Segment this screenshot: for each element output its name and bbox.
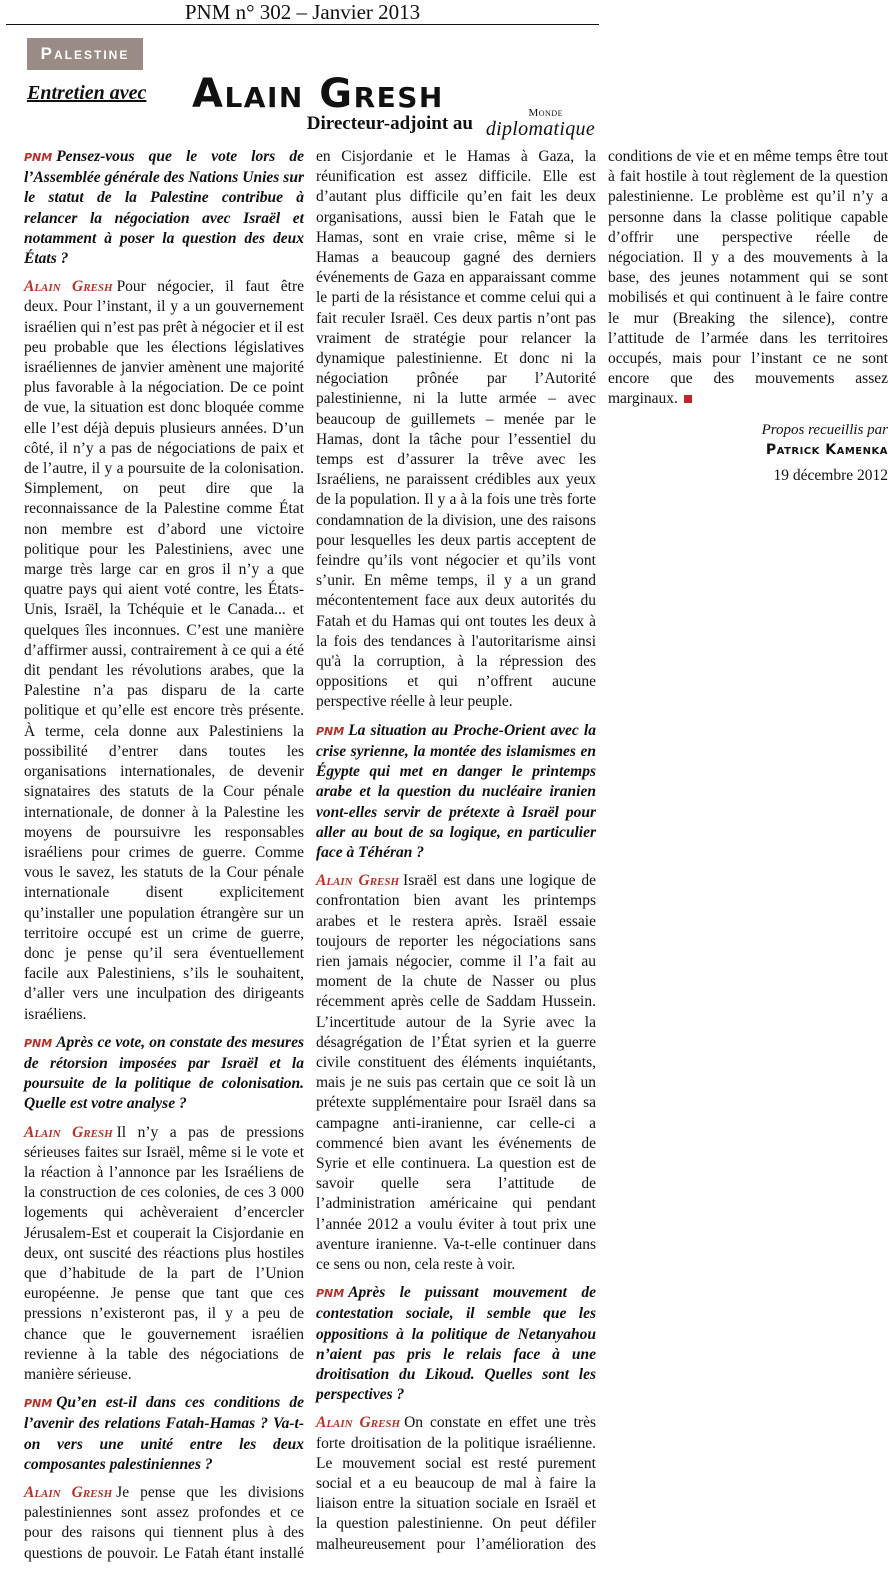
interviewee-role	[307, 107, 595, 141]
answer-marker: Alain Gresh	[24, 1123, 113, 1141]
question-marker: PNM	[24, 1397, 53, 1411]
answer-marker: Alain Gresh	[24, 1484, 113, 1501]
answer-text: Pour négocier, il faut être deux. Pour l’instant, il y a un gouvernement israélien qui n’est pas prêt à négocier et il est peu probable que les élections législatives israéliennes de janvier amènent une majorité plus favorable à la négociation. De ce point de vue, la situation est donc bloquée comme elle l’est déjà depuis plusieurs années. D’un côté, il n’y a pas de négociations de paix et de l’autre, il y a poursuite de la colonisation. Simplement, on peut dire que la reconnaissance de la Palestine comme État non membre est d’abord une victoire politique pour les Palestiniens, avec une marge très large car en gros il n’y a que quatre pays qui aient voté contre, les États-Unis, Israël, la Tchéquie et le Canada... et quelques îles inconnues. C’est une manière d’affirmer aussi, contrairement à ce qui a été dit pendant les révolutions arabes, que la Palestine n’a pas disparu de la carte politique et qu’elle est encore très présente. À terme, cela donne aux Palestiniens la possibilité d’entrer dans toutes les organisations internationales, de devenir signataires des statuts de la Cour pénale internationale, de donner à la Palestine les moyens de poursuivre les responsables israéliens pour crimes de guerre. Comme vous le savez, les statuts de la Cour pénale internationale disent explicitement qu’installer une population étrangère sur un territoire occupé est un crime de guerre, donc je pense qu’il sera éventuellement facile aux Palestiniens, s’ils le souhaitent, d’aller vers une inculpation des dirigeants israéliens.	[24, 278, 304, 1023]
credit	[608, 420, 888, 487]
credit-date: 19 décembre 2012	[773, 467, 888, 485]
role-label: Directeur-adjoint au	[306, 113, 473, 134]
answer-text: Il n’y a pas de pressions sérieuses faites sur Israël, même si le vote et la réaction à l’annonce par les Israéliens de la construction de ces colonies, de ces 3 000 logements qui achèveraient d’encercler Jérusalem-Est et couperait la Cisjordanie en deux, ont suscité des réactions plus hostiles que d’habitude de la part de l’Union européenne. Je pense que tant que ces pressions n’existeront pas, il y a peu de chance que le gouvernement israélien revienne à la table des négociations de manière sérieuse.	[24, 1123, 304, 1383]
interview-block	[316, 871, 596, 1275]
interview-block	[316, 721, 596, 863]
end-mark-icon	[684, 395, 692, 403]
interview-block	[24, 147, 304, 269]
question-marker: PNM	[24, 151, 53, 164]
interview-block	[24, 1393, 304, 1475]
question-marker: PNM	[316, 1287, 345, 1301]
interview-block	[24, 1123, 304, 1386]
interview-block	[24, 277, 304, 1025]
publication-logo-bottom: diplomatique	[485, 118, 595, 140]
interview-block	[316, 1283, 596, 1405]
interview-block	[24, 1033, 304, 1115]
answer-marker: Alain Gresh	[316, 872, 400, 890]
question-text: La situation au Proche-Orient avec la crise syrienne, la montée des islamismes en Égypte qui met en danger le printemps arabe et la question du nucléaire iranien vont-elles servir de prétexte à Israël pour aller au bout de sa logique, en particulier face à Téhéran ?	[316, 721, 596, 861]
article-body	[24, 147, 888, 1565]
question-text: Après ce vote, on constate des mesures de rétorsion imposées par Israël et la poursuite de la politique de colonisation. Quelle est votre analyse ?	[24, 1033, 304, 1113]
answer-marker: Alain Gresh	[316, 1414, 401, 1432]
credit-name: Patrick Kamenka	[765, 441, 888, 458]
question-text: Pensez-vous que le vote lors de l’Assemblée générale des Nations Unies sur le statut de la Palestine contribue à relancer la négociation avec Israël et notamment à poser la question des deux États ?	[24, 148, 304, 268]
title-lead: Entretien avec	[27, 82, 147, 104]
answer-marker: Alain Gresh	[24, 278, 113, 296]
answer-text: Israël est dans une logique de confrontation bien avant les printemps arabes et le restera après. Israël essaie toujours de reporter les négociations sans rien jamais négocier, comme il l’a fait au moment de la chute de Nasser ou plus récemment après celle de Saddam Hussein. L’incertitude autour de la Syrie avec la désagrégation de l’État syrien et la guerre civile constituent des éléments inquiétants, mais je ne suis pas certain que ce soit là un prétexte supplémentaire pour Israël dans sa campagne anti-iranienne, car celle-ci a commencé bien avant les événements de Syrie et elle continuera. La question est de savoir quelle sera l’attitude de l’administration américaine qui pendant l’année 2012 a voulu éviter à tout prix une aventure iranienne. Va-t-elle continuer dans ce sens ou non, cela reste à voir.	[316, 872, 596, 1273]
credit-by: Propos recueillis par	[761, 421, 888, 438]
publication-logo-top: Monde	[528, 107, 563, 119]
publication-logo	[477, 107, 595, 141]
question-marker: PNM	[24, 1036, 53, 1050]
question-marker: PNM	[316, 724, 345, 738]
interviewee-name: Alain Gresh	[192, 71, 444, 117]
answer-text: On constate en effet une très forte droitisation de la politique israélienne. Le mouvement social est resté purement social et a eu beaucoup de mal à faire la liaison entre la situation sociale en Israël et la question palestinienne. On peut défiler malheureusement pour l’amélioration des conditions de vie et en même temps être tout à fait hostile à tout règlement de la question palestinienne. Le problème est qu’il n’y a personne dans la classe politique capable d’offrir une perspective réelle de négociation. Il y a des mouvements à la base, des jeunes notamment qui se sont mobilisés et qui continuent à le faire contre le mur (Breaking the silence), contre l’attitude de l’armée dans les territoires occupés, mais pour l’instant ce ne sont encore que des mouvements assez marginaux.	[316, 148, 888, 1553]
question-text: Qu’en est-il dans ces conditions de l’avenir des relations Fatah-Hamas ? Va-t-on vers une unité entre les deux composantes palestiniennes ?	[24, 1394, 304, 1473]
question-text: Après le puissant mouvement de contestation sociale, il semble que les oppositions à la politique de Netanyahou n’aient pas pris le relais face à une droitisation du Likoud. Quelles sont les perspectives ?	[316, 1284, 596, 1404]
answer-text: Je pense que les divisions palestiniennes sont assez profondes et ce pour des raisons qui tiennent plus à des questions de pouvoir. Le Fatah étant installé en Cisjordanie et le Hamas à Gaza, la réunification est assez difficile. Elle est d’autant plus difficile qu’en fait les deux organisations, aussi bien le Fatah que le Hamas, sont en vraie crise, même si le Hamas a beaucoup gagné des derniers événements de Gaza en apparaissant comme le parti de la résistance et comme celui qui a fait reculer Israël. Ces deux partis n’ont pas vraiment de stratégie pour relancer la dynamique palestinienne. Et donc ni la négociation prônée par l’Autorité palestinienne, ni la lutte armée – avec beaucoup de guillemets – menée par le Hamas, dont la tâche pour l’essentiel du temps est d’assurer la trêve avec les Israéliens, ne paraissent crédibles aux yeux de la population. Il y a à la fois une très forte condamnation de la division, une des raisons pour lesquelles les deux partis acceptent de feindre qu’ils vont négocier et qu’ils vont s’unir. En même temps, il y a un grand mécontentement face aux deux autorités du Fatah et du Hamas qui ont toutes les deux à la fois des tendances à l'autoritarisme ainsi qu'à la corruption, à la répression des oppositions et qui n’offrent aucune perspective réelle à leur peuple.	[24, 148, 596, 1562]
section-tag: Palestine	[27, 38, 143, 70]
issue-header: PNM n° 302 – Janvier 2013	[6, 0, 599, 25]
